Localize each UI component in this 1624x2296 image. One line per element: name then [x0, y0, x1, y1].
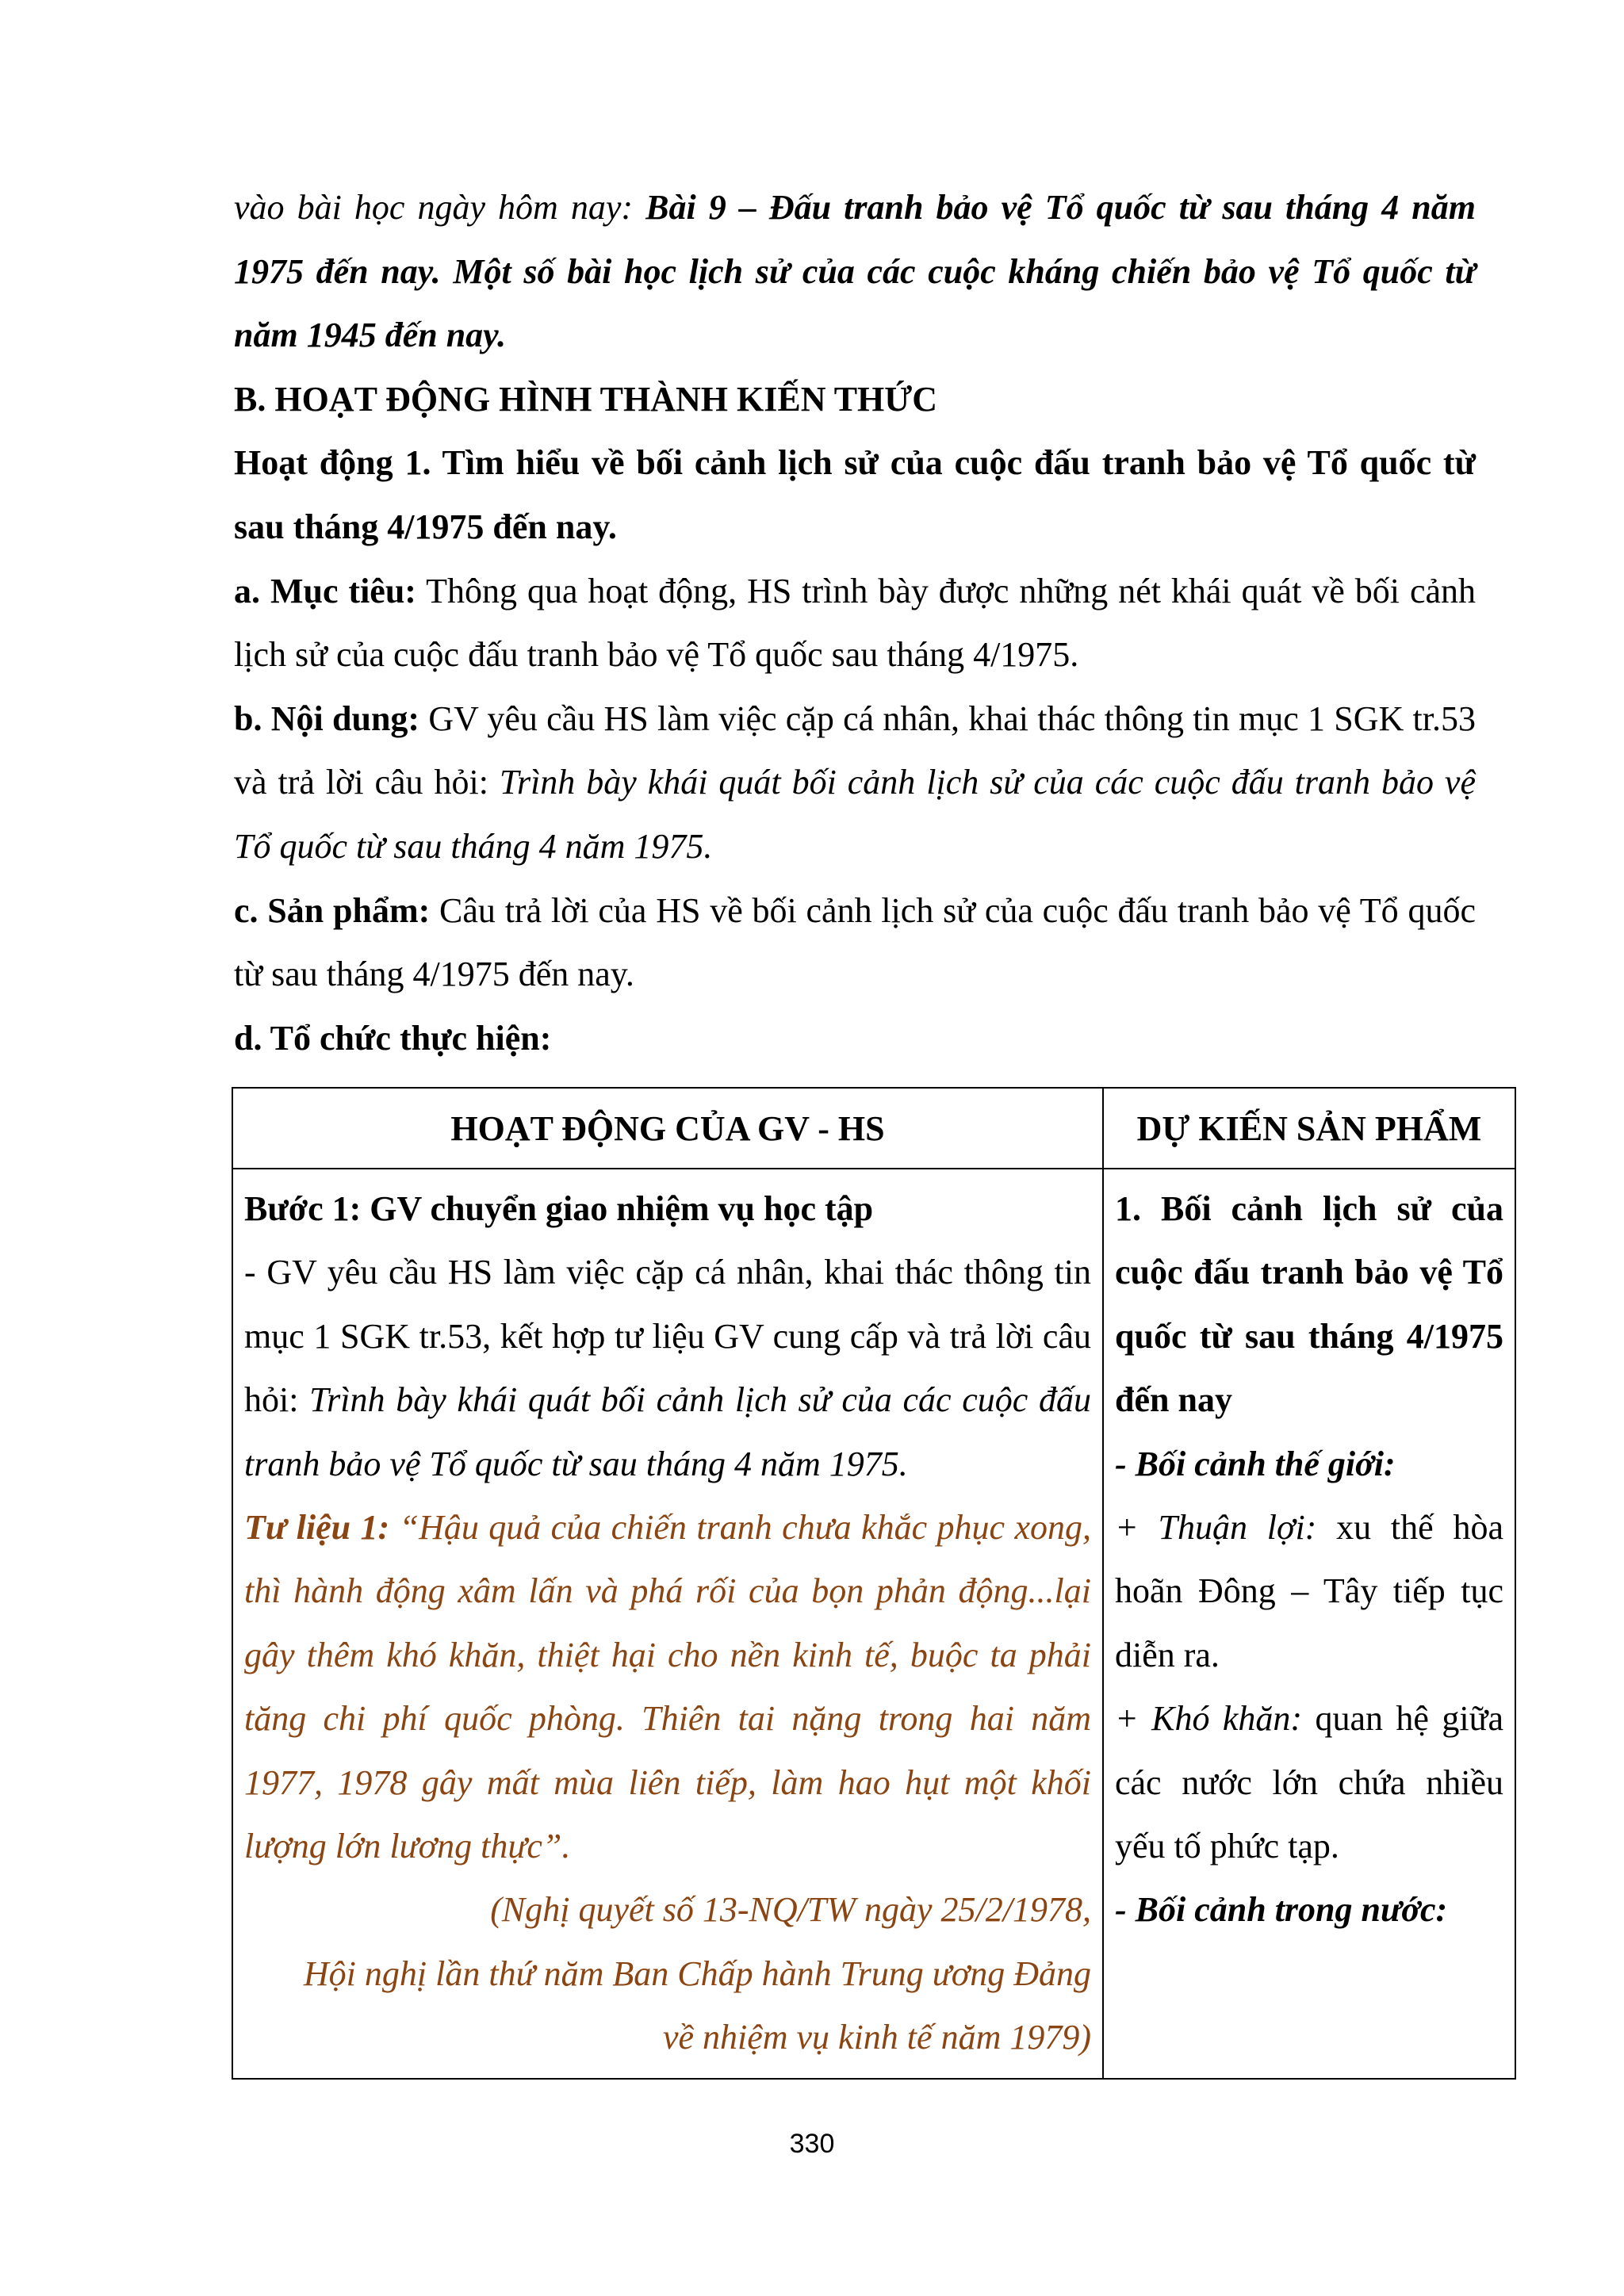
- content-question: Trình bày khái quát bối cảnh lịch sử của các cuộc đấu tranh bảo vệ Tổ quốc từ sau tháng 4 năm 1975.: [234, 763, 1476, 866]
- source-quote: “Hậu quả của chiến tranh chưa khắc phục xong, thì hành động xâm lấn và phá rối của bọn phản động...lại gây thêm khó khăn, thiệt hại cho nền kinh tế, buộc ta phải tăng chi phí quốc phòng. Thiên tai nặng trong hai năm 1977, 1978 gây mất mùa liên tiếp, làm hao hụt một khối lượng lớn lương thực”.: [244, 1508, 1091, 1866]
- intro-prefix: vào bài học ngày hôm nay:: [234, 188, 646, 227]
- advantage-label: + Thuận lợi:: [1115, 1508, 1317, 1548]
- section-heading: B. HOẠT ĐỘNG HÌNH THÀNH KIẾN THỨC: [234, 379, 938, 419]
- activity-heading: Hoạt động 1. Tìm hiểu về bối cảnh lịch sử của cuộc đấu tranh bảo vệ Tổ quốc từ sau tháng 4/1975 đến nay.: [234, 443, 1476, 546]
- header-teacher-student: HOẠT ĐỘNG CỦA GV - HS: [232, 1088, 1103, 1169]
- source-label: Tư liệu 1:: [244, 1508, 390, 1548]
- domestic-context-label: - Bối cảnh trong nước:: [1115, 1890, 1448, 1930]
- lesson-title: Bài 9 – Đấu tranh bảo vệ Tổ quốc từ sau tháng 4 năm 1975 đến nay. Một số bài học lịch sử của các cuộc kháng chiến bảo vệ Tổ quốc từ năm 1945 đến nay.: [234, 188, 1476, 355]
- content-label: b. Nội dung:: [234, 698, 420, 738]
- intro-paragraph: [234, 176, 1476, 368]
- context-heading: 1. Bối cảnh lịch sử của cuộc đấu tranh bảo vệ Tổ quốc từ sau tháng 4/1975 đến nay: [1115, 1189, 1503, 1420]
- table-row: [232, 1169, 1515, 2079]
- task-paragraph: [244, 1241, 1091, 1496]
- objective-text: Thông qua hoạt động, HS trình bày được những nét khái quát về bối cảnh lịch sử của cuộc đấu tranh bảo vệ Tổ quốc sau tháng 4/1975.: [234, 571, 1477, 675]
- world-context-label: - Bối cảnh thế giới:: [1115, 1444, 1396, 1483]
- table-header-row: [232, 1088, 1515, 1169]
- advantage-paragraph: [1115, 1496, 1503, 1687]
- difficulty-text: quan hệ giữa các nước lớn chứa nhiều yếu tố phức tạp.: [1115, 1699, 1503, 1866]
- objective-paragraph: [234, 560, 1476, 687]
- citation-line-2: Hội nghị lần thứ năm Ban Chấp hành Trung ương Đảng: [303, 1954, 1091, 1993]
- product-paragraph: [234, 879, 1476, 1007]
- organization-heading: d. Tổ chức thực hiện:: [234, 1018, 552, 1058]
- objective-label: a. Mục tiêu:: [234, 571, 416, 610]
- advantage-text: xu thế hòa hoãn Đông – Tây tiếp tục diễn ra.: [1115, 1508, 1503, 1674]
- citation-line-1: (Nghị quyết số 13-NQ/TW ngày 25/2/1978,: [490, 1890, 1091, 1930]
- task-question: Trình bày khái quát bối cảnh lịch sử của các cuộc đấu tranh bảo vệ Tổ quốc từ sau tháng 4 năm 1975.: [244, 1380, 1092, 1483]
- difficulty-paragraph: [1115, 1687, 1503, 1878]
- product-text: Câu trả lời của HS về bối cảnh lịch sử của cuộc đấu tranh bảo vệ Tổ quốc từ sau tháng 4/1975 đến nay.: [234, 890, 1476, 994]
- content-paragraph: [234, 687, 1476, 879]
- product-cell: [1103, 1169, 1515, 2079]
- citation-line-3: về nhiệm vụ kinh tế năm 1979): [662, 2018, 1091, 2057]
- activity-cell: [232, 1169, 1103, 2079]
- content-text: GV yêu cầu HS làm việc cặp cá nhân, khai thác thông tin mục 1 SGK tr.53 và trả lời câu hỏi:: [234, 698, 1476, 802]
- header-expected-product: DỰ KIẾN SẢN PHẨM: [1103, 1088, 1515, 1169]
- product-label: c. Sản phẩm:: [234, 890, 431, 930]
- page-number: 330: [789, 2129, 835, 2159]
- source-paragraph: [244, 1496, 1091, 1878]
- step-title: Bước 1: GV chuyển giao nhiệm vụ học tập: [244, 1189, 874, 1228]
- body-text: [234, 176, 1476, 1070]
- activity-table: [232, 1087, 1516, 2080]
- task-text: - GV yêu cầu HS làm việc cặp cá nhân, khai thác thông tin mục 1 SGK tr.53, kết hợp tư liệu GV cung cấp và trả lời câu hỏi:: [244, 1253, 1091, 1420]
- difficulty-label: + Khó khăn:: [1115, 1699, 1303, 1739]
